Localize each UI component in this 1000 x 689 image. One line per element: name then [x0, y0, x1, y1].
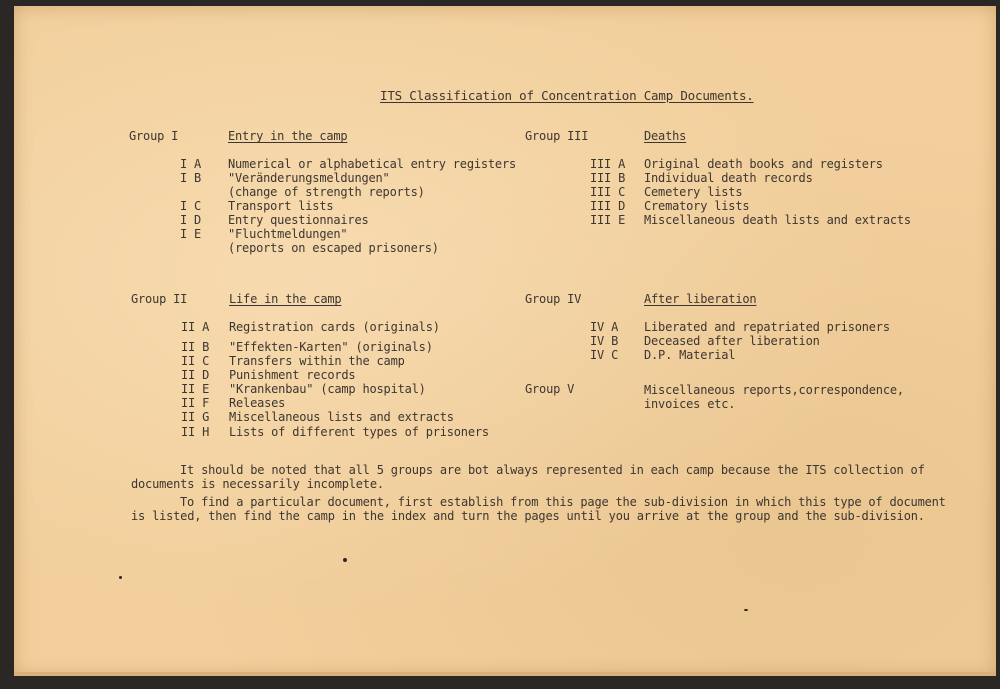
group-3-code: III A: [590, 157, 626, 171]
group-1-item: "Fluchtmeldungen": [228, 227, 348, 241]
group-3-code: III D: [590, 199, 626, 213]
group-2-code: II E: [181, 382, 210, 396]
group-4-code: IV C: [590, 348, 619, 362]
group-2-code: II A: [181, 320, 210, 334]
group-2-item: "Krankenbau" (camp hospital): [229, 382, 426, 396]
group-2-item: Registration cards (originals): [229, 320, 440, 334]
group-3-item: Cemetery lists: [644, 185, 743, 199]
group-4-item: D.P. Material: [644, 348, 736, 362]
group-1-item: (reports on escaped prisoners): [228, 241, 439, 255]
group-5-label: Group V: [525, 382, 575, 396]
group-4-item: Liberated and repatriated prisoners: [644, 320, 890, 334]
group-5-item: Miscellaneous reports,correspondence,: [644, 383, 904, 397]
ink-speck: [119, 576, 122, 579]
group-3-item: Crematory lists: [644, 199, 750, 213]
document-title: ITS Classification of Concentration Camp Documents.: [380, 88, 754, 103]
group-4-heading: After liberation: [644, 292, 757, 306]
group-3-code: III B: [590, 171, 626, 185]
group-2-label: Group II: [131, 292, 188, 306]
group-3-code: III C: [590, 185, 626, 199]
group-2-code: II F: [181, 396, 210, 410]
group-3-item: Miscellaneous death lists and extracts: [644, 213, 911, 227]
group-1-code: I E: [180, 227, 202, 241]
group-1-code: I C: [180, 199, 202, 213]
group-2-item: Punishment records: [229, 368, 356, 382]
group-1-item: Transport lists: [228, 199, 334, 213]
group-1-code: I D: [180, 213, 202, 227]
group-1-item: "Veränderungsmeldungen": [228, 171, 390, 185]
group-3-item: Individual death records: [644, 171, 813, 185]
group-2-code: II D: [181, 368, 210, 382]
group-3-item: Original death books and registers: [644, 157, 883, 171]
group-2-item: Releases: [229, 396, 286, 410]
group-2-item: Miscellaneous lists and extracts: [229, 410, 454, 424]
group-2-heading: Life in the camp: [229, 292, 342, 306]
group-3-heading: Deaths: [644, 129, 687, 143]
ink-speck: [744, 609, 748, 611]
group-2-code: II C: [181, 354, 210, 368]
instruction-paragraph: To find a particular document, first establish from this page the sub-division in which this type of document is listed, then find the camp in the index and turn the pages until you arrive at the group and the sub-division.: [131, 495, 946, 523]
group-2-code: II H: [181, 425, 210, 439]
group-3-label: Group III: [525, 129, 589, 143]
group-2-item: "Effekten-Karten" (originals): [229, 340, 433, 354]
group-3-code: III E: [590, 213, 626, 227]
ink-speck: [343, 558, 347, 562]
group-1-item: Numerical or alphabetical entry registers: [228, 157, 517, 171]
group-4-item: Deceased after liberation: [644, 334, 820, 348]
group-1-item: (change of strength reports): [228, 185, 425, 199]
group-1-code: I A: [180, 157, 202, 171]
paper-sheet: [14, 6, 996, 676]
note-paragraph: It should be noted that all 5 groups are bot always represented in each camp because the ITS collection of documents is necessarily incomplete.: [131, 463, 925, 491]
group-2-code: II G: [181, 410, 210, 424]
group-1-item: Entry questionnaires: [228, 213, 369, 227]
group-5-item: invoices etc.: [644, 397, 736, 411]
group-1-label: Group I: [129, 129, 179, 143]
group-1-code: I B: [180, 171, 202, 185]
group-2-code: II B: [181, 340, 210, 354]
group-2-item: Transfers within the camp: [229, 354, 405, 368]
group-4-code: IV A: [590, 320, 619, 334]
group-4-label: Group IV: [525, 292, 582, 306]
paper-edge: [14, 672, 996, 676]
group-4-code: IV B: [590, 334, 619, 348]
group-1-heading: Entry in the camp: [228, 129, 348, 143]
group-2-item: Lists of different types of prisoners: [229, 425, 489, 439]
